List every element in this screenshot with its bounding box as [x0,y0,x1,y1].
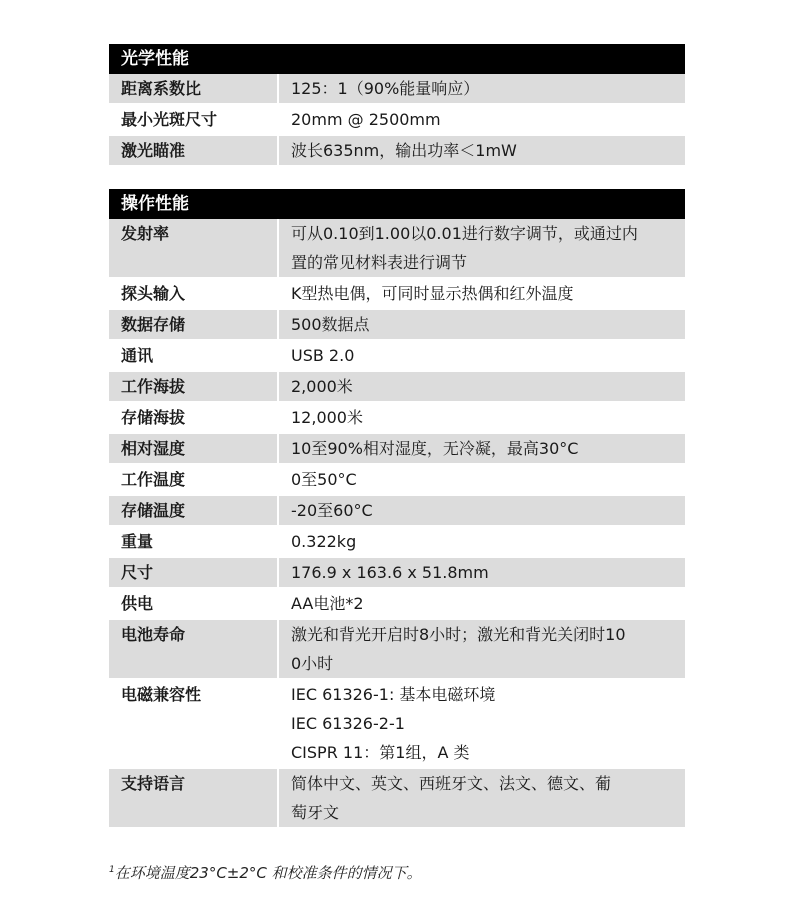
spec-value-line: 500数据点 [291,315,370,334]
spec-row [109,74,685,105]
spec-value [277,589,685,618]
spec-value [277,219,685,277]
spec-value [277,769,685,827]
spec-row [109,403,685,434]
section-title: 光学性能 [109,44,685,74]
spec-row [109,496,685,527]
footnote [109,862,422,883]
spec-row [109,341,685,372]
spec-label: 电池寿命 [109,620,277,678]
spec-label: 相对湿度 [109,434,277,463]
spec-value [277,620,685,678]
spec-value [277,496,685,525]
spec-value-line: K型热电偶，可同时显示热偶和红外温度 [291,284,574,303]
spec-row [109,434,685,465]
spec-label: 存储温度 [109,496,277,525]
spec-table [109,219,685,829]
spec-value-line: 置的常见材料表进行调节 [291,253,468,272]
spec-value [277,105,685,134]
spec-value-line: 激光和背光开启时8小时；激光和背光关闭时10 [291,625,626,644]
spec-row [109,310,685,341]
spec-row [109,680,685,769]
spec-label: 数据存储 [109,310,277,339]
spec-value [277,465,685,494]
footnote-marker: 1 [109,865,115,875]
spec-value-line: 波长635nm，输出功率＜1mW [291,141,517,160]
spec-row [109,769,685,829]
spec-sheet [109,44,685,851]
spec-value-line: -20至60°C [291,501,373,520]
spec-value [277,680,685,767]
spec-value [277,434,685,463]
spec-label: 重量 [121,532,154,551]
spec-value-line: USB 2.0 [291,346,355,365]
spec-value-line: AA电池*2 [291,594,364,613]
spec-table [109,74,685,167]
spec-value [277,527,685,556]
section-title: 操作性能 [109,189,685,219]
spec-value-line: 0至50°C [291,470,357,489]
spec-value [277,310,685,339]
spec-row [109,136,685,167]
spec-value-line: 可从0.10到1.00以0.01进行数字调节，或通过内 [291,224,638,243]
spec-label: 通讯 [121,346,154,365]
spec-value-line: 125：1（90%能量响应） [291,79,480,98]
spec-label: 支持语言 [109,769,277,827]
spec-value-line: IEC 61326-2-1 [291,714,405,733]
spec-label: 激光瞄准 [109,136,277,165]
spec-value-line: CISPR 11：第1组，A 类 [291,743,470,762]
spec-row [109,219,685,279]
spec-row [109,558,685,589]
spec-value-line: IEC 61326-1: 基本电磁环境 [291,685,496,704]
spec-value-line: 10至90%相对湿度，无冷凝，最高30°C [291,439,579,458]
spec-value [277,74,685,103]
footnote-text: 在环境温度23°C±2°C 和校准条件的情况下。 [114,864,422,882]
spec-value-line: 0小时 [291,654,334,673]
spec-row [109,279,685,310]
spec-value-line: 12,000米 [291,408,363,427]
spec-value-line: 0.322kg [291,532,357,551]
spec-label: 供电 [121,594,154,613]
optical-section [109,44,685,167]
operation-section [109,189,685,829]
spec-row [109,620,685,680]
spec-value-line: 简体中文、英文、西班牙文、法文、德文、葡 [291,774,612,793]
spec-label: 存储海拔 [121,408,186,427]
spec-value-line: 20mm @ 2500mm [291,110,441,129]
spec-value [277,341,685,370]
spec-row [109,527,685,558]
spec-value [277,403,685,432]
spec-row [109,465,685,496]
spec-row [109,105,685,136]
spec-value [277,279,685,308]
spec-label: 电磁兼容性 [121,685,202,704]
spec-value [277,558,685,587]
spec-label: 最小光斑尺寸 [121,110,218,129]
spec-row [109,589,685,620]
spec-label: 尺寸 [109,558,277,587]
spec-label: 工作海拔 [109,372,277,401]
spec-value [277,372,685,401]
spec-value [277,136,685,165]
spec-value-line: 萄牙文 [291,803,340,822]
spec-value-line: 2,000米 [291,377,353,396]
spec-label: 距离系数比 [109,74,277,103]
spec-row [109,372,685,403]
spec-label: 探头输入 [121,284,186,303]
spec-value-line: 176.9 x 163.6 x 51.8mm [291,563,489,582]
spec-label: 发射率 [109,219,277,277]
spec-label: 工作温度 [121,470,186,489]
